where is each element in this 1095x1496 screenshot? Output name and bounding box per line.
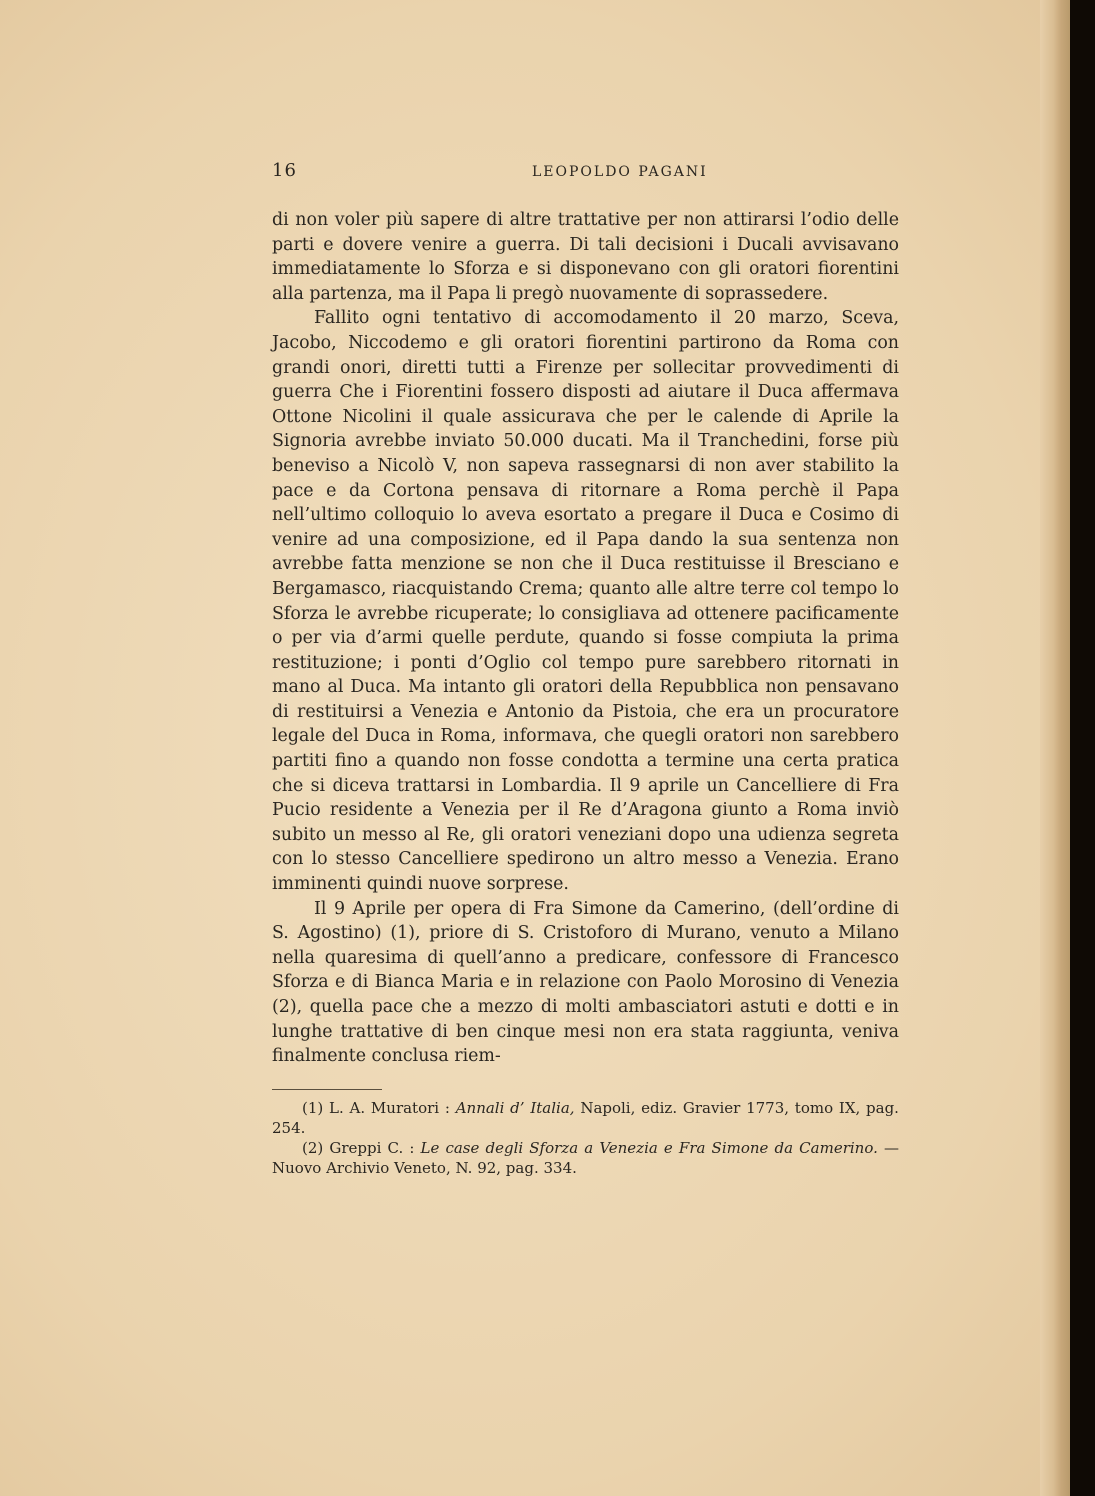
footnote-2	[272, 1138, 899, 1178]
scan-edge	[1070, 0, 1095, 1496]
footnote-author: L. A. Muratori :	[329, 1098, 450, 1117]
page-gutter	[1040, 0, 1070, 1496]
footnote-title: Annali d’ Italia,	[455, 1098, 575, 1117]
paragraph-2: Fallito ogni tentativo di accomodamento il 20 marzo, Sceva, Jacobo, Niccodemo e gli oratori fiorentini partirono da Roma con grandi onori, diretti tutti a Firenze per sollecitar provvedimenti di guerra Che i Fiorentini fossero disposti ad aiutare il Duca affermava Ottone Nicolini il quale assicurava che per le calende di Aprile la Signoria avrebbe inviato 50.000 ducati. Ma il Tranchedini, forse più beneviso a Nicolò V, non sapeva rassegnarsi di non aver stabilito la pace e da Cortona pensava di ritornare a Roma perchè il Papa nell’ultimo colloquio lo aveva esortato a pregare il Duca e Cosimo di venire ad una composizione, ed il Papa dando la sua sentenza non avrebbe fatta menzione se non che il Duca restituisse il Bresciano e Bergamasco, riacquistando Crema; quanto alle altre terre col tempo lo Sforza le avrebbe ricuperate; lo consigliava ad ottenere pacificamente o per via d’armi quelle perdute, quando si fosse compiuta la prima restituzione; i ponti d’Oglio col tempo pure sarebbero ritornati in mano al Duca. Ma intanto gli oratori della Repubblica non pensavano di restituirsi a Venezia e Antonio da Pistoia, che era un procuratore legale del Duca in Roma, informava, che quegli oratori non sarebbero partiti fino a quando non fosse condotta a termine una certa pratica che si diceva trattarsi in Lombardia. Il 9 aprile un Cancelliere di Fra Pucio residente a Venezia per il Re d’Aragona giunto a Roma inviò subito un messo al Re, gli oratori veneziani dopo una udienza segreta con lo stesso Cancelliere spedirono un altro messo a Venezia. Erano imminenti quindi nuove sorprese.	[272, 308, 899, 895]
footnote-separator	[272, 1089, 382, 1090]
footnote-title: Le case degli Sforza a Venezia e Fra Simone da Camerino.	[420, 1138, 878, 1157]
footnote-1	[272, 1098, 899, 1138]
body-text	[272, 208, 899, 1069]
paragraph-3: Il 9 Aprile per opera di Fra Simone da Camerino, (dell’ordine di S. Agostino) (1), priore di S. Cristoforo di Murano, venuto a Milano nella quaresima di quell’anno a predicare, confessore di Francesco Sforza e di Bianca Maria e in relazione con Paolo Morosino di Venezia (2), quella pace che a mezzo di molti ambasciatori astuti e dotti e in lunghe trattative di ben cinque mesi non era stata raggiunta, veniva finalmente conclusa riem-	[272, 898, 899, 1067]
paragraph-1: di non voler più sapere di altre trattative per non attirarsi l’odio delle parti e dovere venire a guerra. Di tali decisioni i Ducali avvisavano immediatamente lo Sforza e si disponevano con gli oratori fiorentini alla partenza, ma il Papa li pregò nuovamente di soprassedere.	[272, 210, 899, 304]
footnote-marker: (1)	[302, 1098, 324, 1117]
footnote-marker: (2)	[302, 1138, 324, 1157]
text-block	[272, 160, 899, 1178]
footnote-rest: Napoli, ediz. Gravier 1773, tomo IX, pag. 254.	[272, 1098, 899, 1137]
running-title: LEOPOLDO PAGANI	[532, 164, 708, 180]
page-number: 16	[272, 160, 297, 181]
footnotes	[272, 1098, 899, 1178]
footnote-rest: — Nuovo Archivio Veneto, N. 92, pag. 334.	[272, 1138, 899, 1177]
page-header	[272, 160, 899, 200]
footnote-author: Greppi C. :	[329, 1138, 415, 1157]
